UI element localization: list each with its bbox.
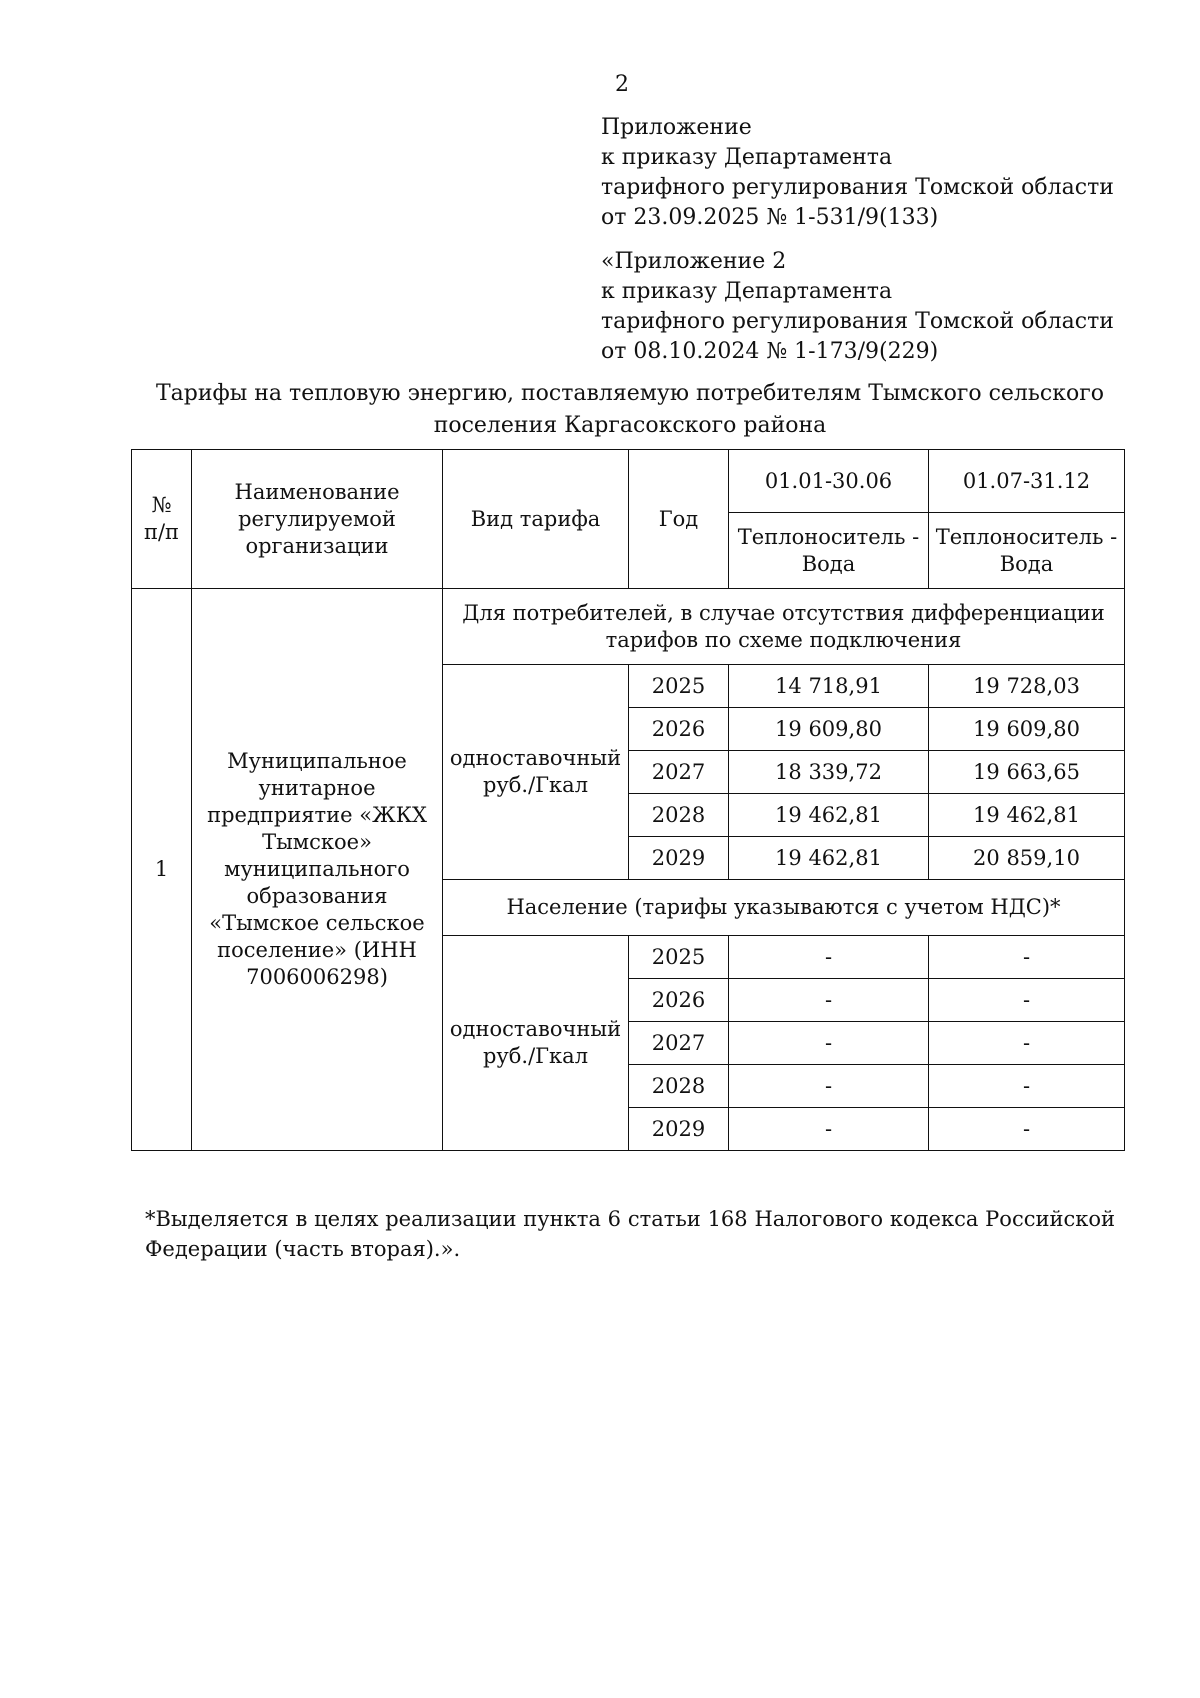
header-carrier-1: Теплоноситель - Вода [729,513,929,589]
tariff-type: одноставочный руб./Гкал [443,936,629,1151]
document-title-line: Тарифы на тепловую энергию, поставляемую потребителям Тымского сельского [156,381,1104,406]
tariff-value-period-1: 19 609,80 [729,708,929,751]
tariff-value-period-2: 19 462,81 [929,794,1125,837]
tariff-value-period-1: - [729,936,929,979]
tariff-type: одноставочный руб./Гкал [443,665,629,880]
header-carrier-2: Теплоноситель - Вода [929,513,1125,589]
tariff-value-period-1: - [729,979,929,1022]
year-cell: 2029 [629,1108,729,1151]
appendix-line: тарифного регулирования Томской области [601,309,1114,334]
year-cell: 2026 [629,979,729,1022]
header-organization: Наименование регулируемой организации [192,450,443,589]
tariff-value-period-1: 19 462,81 [729,837,929,880]
year-cell: 2025 [629,936,729,979]
footnote: *Выделяется в целях реализации пункта 6 статьи 168 Налогового кодекса Российской Федерации (часть вторая).». [145,1207,1115,1261]
section-title: Население (тарифы указываются с учетом НДС)* [443,880,1125,936]
tariff-table [131,449,1125,1151]
year-cell: 2027 [629,1022,729,1065]
tariff-value-period-2: - [929,1108,1125,1151]
year-cell: 2029 [629,837,729,880]
tariff-value-period-2: - [929,1065,1125,1108]
header-period-2: 01.07-31.12 [929,450,1125,513]
section-header-row [132,589,1125,665]
header-number: № п/п [132,450,192,589]
tariff-value-period-2: - [929,979,1125,1022]
appendix-header-current [601,113,1121,233]
section-title: Для потребителей, в случае отсутствия дифференциации тарифов по схеме подключения [443,589,1125,665]
table-header-row [132,450,1125,513]
tariff-value-period-1: 14 718,91 [729,665,929,708]
document-title-line: поселения Каргасокского района [433,413,827,438]
appendix-line: к приказу Департамента [601,279,893,304]
organization-name: Муниципальное унитарное предприятие «ЖКХ Тымское» муниципального образования «Тымское сельское поселение» (ИНН 7006006298) [192,589,443,1151]
tariff-value-period-1: - [729,1022,929,1065]
header-tariff-type: Вид тарифа [443,450,629,589]
year-cell: 2028 [629,794,729,837]
appendix-line: Приложение [601,115,752,140]
tariff-value-period-2: - [929,936,1125,979]
appendix-line: к приказу Департамента [601,145,893,170]
tariff-value-period-1: 18 339,72 [729,751,929,794]
appendix-line: от 23.09.2025 № 1-531/9(133) [601,205,939,230]
page-number: 2 [615,72,629,97]
tariff-value-period-2: 19 609,80 [929,708,1125,751]
year-cell: 2028 [629,1065,729,1108]
year-cell: 2026 [629,708,729,751]
header-year: Год [629,450,729,589]
document-title [130,378,1130,442]
tariff-value-period-2: 19 728,03 [929,665,1125,708]
appendix-header-original [601,247,1121,367]
tariff-value-period-2: - [929,1022,1125,1065]
year-cell: 2027 [629,751,729,794]
appendix-line: от 08.10.2024 № 1-173/9(229) [601,339,939,364]
appendix-line: «Приложение 2 [601,249,787,274]
tariff-value-period-1: - [729,1108,929,1151]
tariff-value-period-1: - [729,1065,929,1108]
header-period-1: 01.01-30.06 [729,450,929,513]
tariff-value-period-2: 19 663,65 [929,751,1125,794]
row-number: 1 [132,589,192,1151]
appendix-line: тарифного регулирования Томской области [601,175,1114,200]
tariff-value-period-2: 20 859,10 [929,837,1125,880]
tariff-value-period-1: 19 462,81 [729,794,929,837]
year-cell: 2025 [629,665,729,708]
